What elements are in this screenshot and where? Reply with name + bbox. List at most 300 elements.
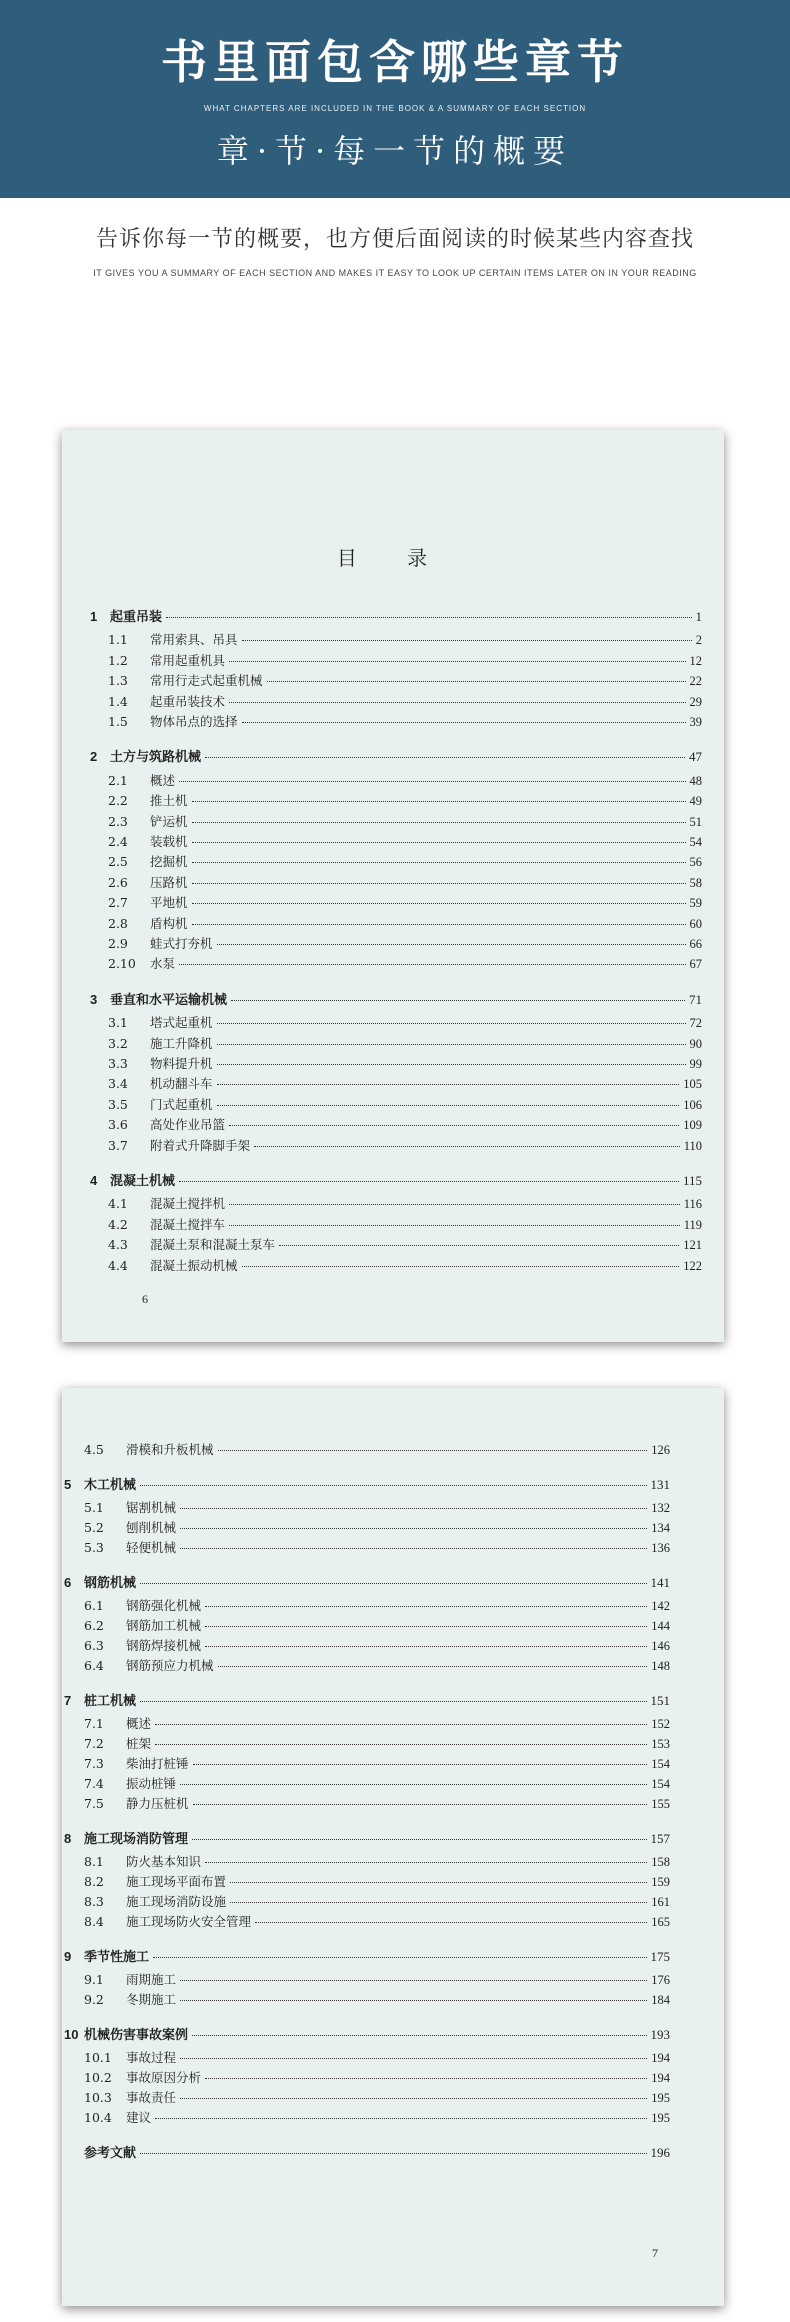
toc-leader-dots — [180, 1980, 647, 1981]
toc-entry-page: 2 — [695, 633, 702, 648]
toc-entry-page: 48 — [689, 773, 702, 788]
toc-entry-title: 门式起重机 — [150, 1096, 213, 1112]
toc-chapter-entry — [64, 2142, 670, 2161]
toc-entry-number: 2.8 — [108, 915, 128, 931]
toc-entry-page: 56 — [689, 855, 702, 870]
toc-entry-page: 165 — [651, 1915, 670, 1929]
toc-section-entry — [84, 1498, 670, 1516]
toc-entry-page: 60 — [689, 916, 702, 931]
toc-entry-page: 12 — [689, 653, 702, 668]
toc-entry-page: 196 — [650, 2145, 670, 2160]
toc-entry-number: 5.3 — [84, 1540, 104, 1555]
toc-entry-number: 3 — [90, 991, 98, 1007]
toc-entry-title: 混凝土机械 — [110, 1173, 176, 1188]
toc-leader-dots — [192, 2035, 646, 2036]
toc-section-entry — [84, 1440, 670, 1458]
toc-leader-dots — [140, 1485, 646, 1486]
toc-section-entry — [108, 771, 702, 789]
toc-leader-dots — [279, 1245, 679, 1246]
toc-entry-page: 146 — [651, 1639, 670, 1653]
toc-section-entry — [108, 1034, 702, 1052]
toc-leader-dots — [166, 617, 691, 618]
toc-entry-page: 134 — [651, 1521, 670, 1535]
toc-chapter-entry — [90, 746, 702, 765]
toc-leader-dots — [180, 1528, 647, 1529]
toc-entry-title: 盾构机 — [150, 915, 188, 931]
toc-entry-title: 参考文献 — [84, 2145, 137, 2160]
toc-entry-title: 混凝土搅拌机 — [150, 1196, 226, 1212]
toc-entry-page: 39 — [689, 715, 702, 729]
banner-title: 书里面包含哪些章节 — [161, 35, 629, 89]
toc-entry-number: 1.3 — [108, 673, 128, 689]
toc-entry-number: 2 — [90, 749, 98, 765]
toc-section-entry — [108, 1095, 702, 1113]
toc-entry-page: 58 — [689, 875, 702, 890]
toc-entry-number: 4.3 — [108, 1237, 128, 1253]
toc-entry-page: 105 — [683, 1077, 702, 1092]
toc-entry-number: 2.6 — [108, 874, 128, 890]
toc-entry-title: 轻便机械 — [126, 1540, 177, 1555]
toc-section-entry — [108, 712, 702, 730]
toc-entry-title: 蛙式打夯机 — [150, 936, 213, 951]
toc-entry-title: 柴油打桩锤 — [126, 1756, 189, 1771]
toc-leader-dots — [205, 1626, 647, 1627]
toc-entry-title: 混凝土振动机械 — [150, 1257, 238, 1273]
toc-entry-title: 振动桩锤 — [126, 1776, 177, 1791]
toc-entry-number: 2.2 — [108, 793, 128, 809]
toc-section-entry — [108, 812, 702, 830]
toc-entry-page: 194 — [651, 2071, 670, 2085]
toc-entry-page: 136 — [651, 1541, 670, 1555]
toc-leader-dots — [217, 1084, 680, 1085]
toc-entry-title: 铲运机 — [150, 813, 188, 829]
toc-title: 目 录 — [336, 546, 450, 570]
toc-leader-dots — [255, 1922, 647, 1923]
toc-entry-title: 混凝土泵和混凝土泵车 — [150, 1237, 276, 1253]
toc-entry-title: 压路机 — [150, 874, 188, 890]
toc-entry-page: 116 — [683, 1197, 702, 1212]
toc-entry-number: 8.1 — [84, 1854, 104, 1869]
toc-entry-number: 5.2 — [84, 1520, 104, 1535]
toc-entry-number: 9.1 — [84, 1972, 104, 1987]
toc-entry-number: 3.4 — [108, 1076, 128, 1092]
toc-section-entry — [108, 873, 702, 891]
toc-leader-dots — [217, 1105, 680, 1106]
toc-entry-page: 121 — [683, 1238, 702, 1253]
toc-entry-page: 151 — [650, 1693, 670, 1708]
toc-chapter-entry — [90, 1170, 702, 1189]
toc-entry-page: 72 — [689, 1016, 702, 1031]
toc-entry-title: 刨削机械 — [126, 1520, 177, 1535]
toc-entry-title: 附着式升降脚手架 — [150, 1137, 251, 1153]
toc-leader-dots — [229, 1125, 679, 1126]
toc-leader-dots — [180, 1784, 647, 1785]
toc-entry-number: 8.3 — [84, 1894, 104, 1909]
toc-entry-number: 10.2 — [84, 2070, 112, 2085]
toc-section-entry — [108, 934, 702, 952]
toc-leader-dots — [180, 1508, 647, 1509]
toc-leader-dots — [242, 1266, 680, 1267]
toc-leader-dots — [180, 2000, 647, 2001]
toc-entry-title: 钢筋强化机械 — [126, 1598, 202, 1613]
toc-entry-number: 3.1 — [108, 1015, 128, 1031]
toc-section-entry — [108, 832, 702, 850]
toc-leader-dots — [192, 924, 686, 925]
toc-entry-title: 平地机 — [150, 895, 188, 911]
toc-entry-page: 154 — [651, 1777, 670, 1791]
toc-section-entry — [84, 1754, 670, 1772]
toc-leader-dots — [155, 1724, 647, 1725]
toc-leader-dots — [205, 1646, 647, 1647]
toc-entry-page: 154 — [651, 1757, 670, 1771]
toc-leader-dots — [205, 1606, 647, 1607]
toc-entry-page: 184 — [651, 1993, 670, 2007]
toc-entry-number: 7.5 — [84, 1796, 104, 1811]
toc-section-entry — [108, 630, 702, 648]
toc-leader-dots — [229, 1225, 680, 1226]
toc-entry-page: 122 — [683, 1258, 702, 1273]
toc-chapter-entry — [64, 1474, 670, 1493]
toc-entry-page: 51 — [689, 814, 702, 829]
toc-entry-page: 176 — [651, 1973, 670, 1987]
toc-entry-title: 高处作业吊篮 — [150, 1117, 226, 1133]
toc-chapter-entry — [64, 1690, 670, 1709]
toc-entry-page: 66 — [689, 937, 702, 951]
toc-entry-page: 159 — [651, 1875, 670, 1889]
toc-entry-page: 152 — [651, 1717, 670, 1731]
toc-section-entry — [108, 954, 702, 972]
toc-entry-title: 木工机械 — [84, 1477, 137, 1492]
toc-leader-dots — [192, 822, 686, 823]
toc-entry-title: 物体吊点的选择 — [150, 714, 238, 729]
toc-leader-dots — [230, 1882, 647, 1883]
toc-entry-title: 滑模和升板机械 — [126, 1442, 214, 1457]
toc-leader-dots — [229, 702, 685, 703]
toc-entry-title: 建议 — [126, 2110, 152, 2125]
toc-entry-number: 1.1 — [108, 632, 128, 648]
toc-entry-number: 9.2 — [84, 1992, 104, 2007]
toc-entry-page: 115 — [682, 1173, 702, 1188]
toc-entry-page: 153 — [651, 1737, 670, 1751]
toc-section-entry — [108, 1013, 702, 1031]
banner-subtitle: 章·节·每一节的概要 — [216, 132, 574, 170]
toc-entry-number: 3.5 — [108, 1096, 128, 1112]
toc-section-entry — [84, 1636, 670, 1654]
toc-page-1 — [62, 430, 724, 1342]
header-banner — [0, 0, 790, 198]
toc-section-entry — [108, 852, 702, 870]
toc-chapter-entry — [90, 989, 702, 1008]
toc-entry-number: 7.1 — [84, 1716, 104, 1731]
toc-chapter-entry — [64, 2024, 670, 2043]
toc-entry-page: 132 — [651, 1501, 670, 1515]
toc-entry-title: 垂直和水平运输机械 — [110, 991, 228, 1007]
toc-entry-page: 161 — [651, 1895, 670, 1909]
toc-entry-page: 158 — [651, 1855, 670, 1869]
toc-section-entry — [84, 1794, 670, 1812]
banner-english-caption: WHAT CHAPTERS ARE INCLUDED IN THE BOOK & A SUMMARY OF EACH SECTION — [203, 104, 587, 113]
toc-leader-dots — [242, 722, 686, 723]
toc-entry-title: 钢筋加工机械 — [126, 1618, 202, 1633]
toc-section-entry — [84, 2088, 670, 2106]
toc-section-entry — [84, 2048, 670, 2066]
toc-chapter-entry — [64, 1572, 670, 1591]
toc-entry-page: 99 — [689, 1057, 702, 1071]
toc-section-entry — [84, 2108, 670, 2126]
toc-entry-page: 194 — [651, 2051, 670, 2065]
toc-entry-title: 推土机 — [150, 793, 188, 809]
toc-entry-page: 22 — [689, 674, 702, 689]
toc-section-entry — [108, 1256, 702, 1274]
toc-section-entry — [108, 1115, 702, 1133]
toc-leader-dots — [217, 1044, 686, 1045]
toc-entry-title: 起重吊装 — [110, 609, 163, 624]
toc-entry-number: 10.4 — [84, 2110, 112, 2125]
toc-entry-title: 冬期施工 — [126, 1992, 177, 2007]
toc-entry-number: 2.5 — [108, 854, 128, 870]
toc-section-entry — [108, 651, 702, 669]
toc-chapter-entry — [90, 606, 702, 625]
toc-entry-number: 10.3 — [84, 2090, 112, 2105]
toc-entry-title: 概述 — [150, 772, 176, 788]
toc-entry-number: 4 — [90, 1173, 98, 1188]
toc-entry-title: 桩工机械 — [84, 1693, 137, 1708]
toc-entry-title: 挖掘机 — [150, 854, 188, 870]
toc-section-entry — [84, 1714, 670, 1732]
toc-entry-number: 2.9 — [108, 936, 128, 951]
toc-entry-title: 施工升降机 — [150, 1035, 213, 1051]
toc-leader-dots — [218, 1450, 648, 1451]
toc-entry-title: 土方与筑路机械 — [110, 749, 202, 765]
toc-entry-page: 109 — [683, 1118, 702, 1133]
toc-leader-dots — [192, 903, 686, 904]
toc-leader-dots — [179, 964, 685, 965]
toc-leader-dots — [229, 661, 685, 662]
toc-entry-number: 10 — [64, 2027, 79, 2042]
toc-entry-number: 6.3 — [84, 1638, 104, 1653]
toc-entry-number: 9 — [64, 1949, 72, 1964]
toc-entry-page: 155 — [651, 1797, 670, 1811]
toc-section-entry — [84, 1538, 670, 1556]
toc-entry-title: 塔式起重机 — [150, 1015, 213, 1031]
toc-entry-title: 混凝土搅拌车 — [150, 1216, 226, 1232]
toc-section-entry — [108, 1235, 702, 1253]
toc-entry-title: 机械伤害事故案例 — [84, 2027, 189, 2042]
toc-entry-title: 钢筋焊接机械 — [126, 1638, 202, 1653]
toc-leader-dots — [193, 1764, 648, 1765]
page-number: 6 — [142, 1292, 148, 1306]
toc-section-entry — [108, 914, 702, 932]
toc-leader-dots — [217, 1064, 686, 1065]
toc-entry-page: 49 — [689, 794, 702, 809]
toc-leader-dots — [230, 1902, 647, 1903]
toc-leader-dots — [179, 1181, 679, 1182]
toc-section-entry — [84, 1970, 670, 1988]
intro-text: 告诉你每一节的概要，也方便后面阅读的时候某些内容查找 — [95, 227, 694, 252]
toc-entry-number: 8.2 — [84, 1874, 104, 1889]
toc-entry-number: 4.5 — [84, 1442, 104, 1457]
toc-section-entry — [108, 893, 702, 911]
toc-entry-title: 施工现场消防管理 — [84, 1831, 189, 1846]
toc-entry-page: 54 — [689, 835, 702, 849]
toc-leader-dots — [153, 1957, 646, 1958]
toc-entry-number: 4.4 — [108, 1257, 128, 1273]
toc-section-entry — [84, 1616, 670, 1634]
toc-entry-number: 7 — [64, 1693, 72, 1708]
toc-entry-page: 175 — [650, 1949, 670, 1964]
toc-entry-number: 1.4 — [108, 693, 128, 709]
toc-page-2 — [62, 1388, 724, 2306]
toc-section-entry — [84, 1596, 670, 1614]
toc-leader-dots — [179, 781, 685, 782]
toc-leader-dots — [192, 1839, 646, 1840]
toc-entry-page: 1 — [695, 609, 702, 624]
toc-section-entry — [108, 1054, 702, 1072]
toc-section-entry — [84, 1990, 670, 2008]
toc-entry-number: 2.1 — [108, 772, 128, 788]
toc-section-entry — [108, 692, 702, 710]
toc-section-entry — [108, 1194, 702, 1212]
toc-entry-page: 71 — [689, 991, 702, 1007]
toc-entry-number: 3.6 — [108, 1117, 128, 1133]
toc-entry-page: 47 — [689, 749, 702, 765]
toc-entry-title: 事故原因分析 — [126, 2070, 202, 2085]
toc-entry-number: 3.2 — [108, 1035, 128, 1051]
toc-entry-page: 106 — [683, 1097, 702, 1112]
toc-leader-dots — [254, 1146, 680, 1147]
toc-entry-title: 事故责任 — [126, 2090, 177, 2105]
toc-entry-title: 施工现场平面布置 — [126, 1874, 227, 1889]
toc-leader-dots — [242, 640, 692, 641]
toc-entry-title: 常用索具、吊具 — [150, 632, 238, 648]
toc-entry-title: 起重吊装技术 — [150, 693, 226, 709]
toc-entry-page: 148 — [651, 1659, 670, 1673]
toc-entry-page: 59 — [689, 896, 702, 911]
toc-entry-page: 193 — [650, 2027, 670, 2042]
toc-entry-number: 1 — [90, 609, 98, 624]
toc-chapter-entry — [64, 1946, 670, 1965]
toc-leader-dots — [217, 944, 686, 945]
toc-leader-dots — [205, 2078, 647, 2079]
toc-entry-number: 3.3 — [108, 1056, 128, 1071]
toc-entry-title: 季节性施工 — [84, 1949, 150, 1964]
page-number: 7 — [652, 2246, 658, 2260]
toc-leader-dots — [192, 862, 686, 863]
toc-entry-title: 防火基本知识 — [126, 1854, 202, 1869]
toc-section-entry — [84, 1872, 670, 1890]
toc-entry-page: 119 — [683, 1217, 702, 1232]
toc-leader-dots — [180, 2058, 647, 2059]
toc-leader-dots — [180, 1548, 647, 1549]
toc-entry-title: 事故过程 — [126, 2050, 177, 2065]
toc-section-entry — [84, 1774, 670, 1792]
toc-entry-page: 67 — [689, 957, 702, 972]
toc-entry-number: 6 — [64, 1575, 72, 1590]
toc-entry-number: 6.4 — [84, 1658, 104, 1673]
toc-entry-title: 雨期施工 — [126, 1972, 177, 1987]
toc-entry-number: 2.10 — [108, 956, 136, 972]
toc-leader-dots — [155, 2118, 647, 2119]
toc-entry-number: 5 — [64, 1477, 72, 1492]
toc-section-entry — [108, 1136, 702, 1154]
toc-chapter-entry — [64, 1828, 670, 1847]
toc-entry-number: 2.4 — [108, 834, 128, 849]
toc-entry-page: 90 — [689, 1036, 702, 1051]
toc-entry-number: 1.5 — [108, 714, 128, 729]
toc-entry-number: 8 — [64, 1831, 72, 1846]
intro-english-text: IT GIVES YOU A SUMMARY OF EACH SECTION AND MAKES IT EASY TO LOOK UP CERTAIN ITEMS LATER ON IN YOUR READING — [93, 268, 697, 278]
toc-entry-number: 5.1 — [84, 1500, 104, 1515]
toc-entry-number: 3.7 — [108, 1137, 128, 1153]
toc-entry-number: 2.7 — [108, 895, 128, 911]
toc-entry-number: 10.1 — [84, 2050, 112, 2065]
toc-entry-page: 142 — [651, 1599, 670, 1613]
toc-section-entry — [84, 1912, 670, 1930]
toc-entry-page: 144 — [651, 1619, 670, 1633]
toc-entry-number: 4.2 — [108, 1216, 128, 1232]
toc-entry-title: 钢筋机械 — [84, 1575, 137, 1590]
toc-entry-number: 1.2 — [108, 652, 128, 668]
toc-leader-dots — [192, 801, 686, 802]
toc-entry-number: 7.4 — [84, 1776, 104, 1791]
toc-section-entry — [84, 1518, 670, 1536]
toc-entry-page: 131 — [650, 1477, 670, 1492]
toc-leader-dots — [267, 681, 686, 682]
toc-entry-number: 6.2 — [84, 1618, 104, 1633]
toc-entry-title: 桩架 — [126, 1736, 152, 1751]
toc-entry-title: 常用起重机具 — [150, 652, 226, 668]
toc-entry-number: 7.2 — [84, 1736, 104, 1751]
toc-entry-page: 195 — [651, 2091, 670, 2105]
toc-entry-number: 6.1 — [84, 1598, 104, 1613]
toc-entry-title: 机动翻斗车 — [150, 1076, 213, 1092]
toc-entry-title: 装载机 — [150, 834, 188, 849]
toc-entry-title: 概述 — [126, 1716, 152, 1731]
toc-entry-page: 110 — [683, 1138, 702, 1153]
toc-section-entry — [84, 1734, 670, 1752]
toc-entry-title: 静力压桩机 — [126, 1796, 189, 1811]
toc-section-entry — [108, 1215, 702, 1233]
toc-leader-dots — [218, 1666, 648, 1667]
toc-leader-dots — [140, 2153, 646, 2154]
toc-entry-page: 29 — [689, 694, 702, 709]
toc-section-entry — [108, 1074, 702, 1092]
toc-leader-dots — [205, 757, 685, 758]
toc-leader-dots — [155, 1744, 647, 1745]
toc-leader-dots — [192, 842, 686, 843]
toc-entry-title: 锯割机械 — [126, 1500, 177, 1515]
toc-entry-title: 施工现场消防设施 — [126, 1894, 227, 1909]
toc-entry-title: 常用行走式起重机械 — [150, 673, 263, 689]
toc-section-entry — [108, 791, 702, 809]
toc-leader-dots — [140, 1701, 646, 1702]
toc-section-entry — [84, 1892, 670, 1910]
toc-entry-page: 195 — [651, 2111, 670, 2125]
toc-leader-dots — [140, 1583, 646, 1584]
toc-leader-dots — [192, 883, 686, 884]
toc-entry-number: 8.4 — [84, 1914, 104, 1929]
toc-leader-dots — [217, 1023, 686, 1024]
toc-entry-page: 141 — [650, 1575, 670, 1590]
toc-leader-dots — [229, 1204, 680, 1205]
toc-entry-title: 物料提升机 — [150, 1056, 213, 1071]
toc-entry-page: 157 — [650, 1831, 670, 1846]
toc-section-entry — [84, 2068, 670, 2086]
toc-entry-number: 4.1 — [108, 1196, 128, 1212]
toc-entry-title: 钢筋预应力机械 — [126, 1658, 214, 1673]
toc-entry-number: 7.3 — [84, 1756, 104, 1771]
toc-entry-title: 施工现场防火安全管理 — [126, 1914, 252, 1929]
